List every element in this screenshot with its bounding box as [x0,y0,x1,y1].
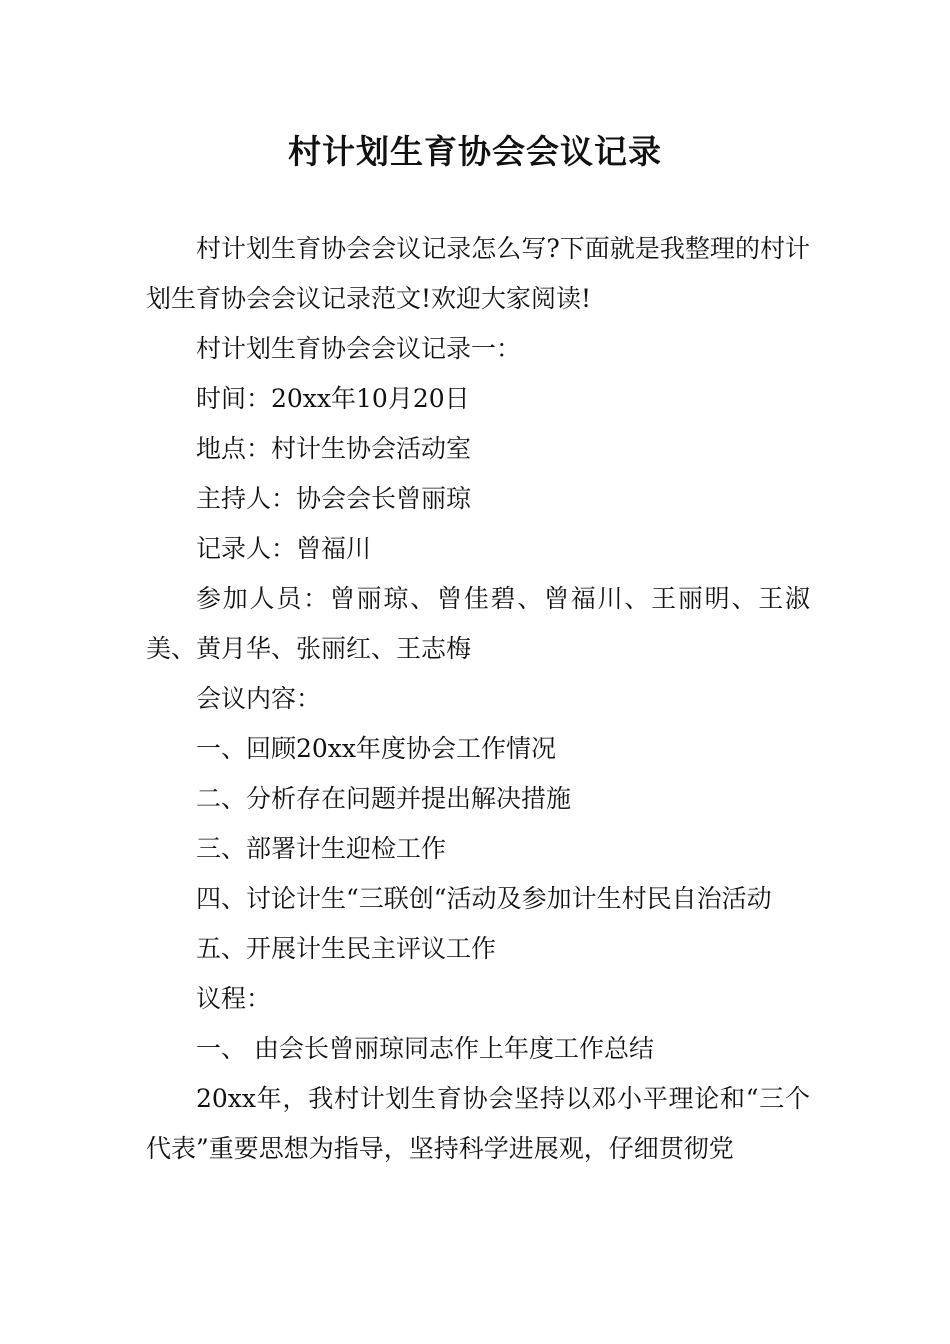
paragraph-item-2: 二、分析存在问题并提出解决措施 [196,784,572,813]
paragraph-time: 时间：20xx年10月20日 [196,384,470,413]
document-body [146,224,810,1174]
document-title: 村计划生育协会会议记录 [288,132,662,171]
paragraph-agenda-heading: 议程： [196,984,272,1013]
paragraph-agenda-1: 一、 由会长曾丽琼同志作上年度工作总结 [196,1034,654,1063]
paragraph-section-heading: 村计划生育协会会议记录一： [196,334,522,363]
paragraph-summary: 20xx年，我村计划生育协会坚持以邓小平理论和“三个代表”重要思想为指导，坚持科学进展观，仔细贯彻党 [146,1084,810,1163]
paragraph-attendees: 参加人员：曾丽琼、曾佳碧、曾福川、王丽明、王淑美、黄月华、张丽红、王志梅 [146,584,810,663]
paragraph-item-1: 一、回顾20xx年度协会工作情况 [196,734,557,763]
paragraph-item-3: 三、部署计生迎检工作 [196,834,447,863]
paragraph-location: 地点：村计生协会活动室 [196,434,472,463]
paragraph-item-5: 五、开展计生民主评议工作 [196,934,497,963]
paragraph-host: 主持人：协会会长曾丽琼 [196,484,472,513]
paragraph-content-heading: 会议内容： [196,684,322,713]
paragraph-item-4: 四、讨论计生“三联创“活动及参加计生村民自治活动 [196,884,772,913]
paragraph-recorder: 记录人：曾福川 [196,534,372,563]
paragraph-intro: 村计划生育协会会议记录怎么写?下面就是我整理的村计划生育协会会议记录范文!欢迎大家阅读! [146,234,810,313]
